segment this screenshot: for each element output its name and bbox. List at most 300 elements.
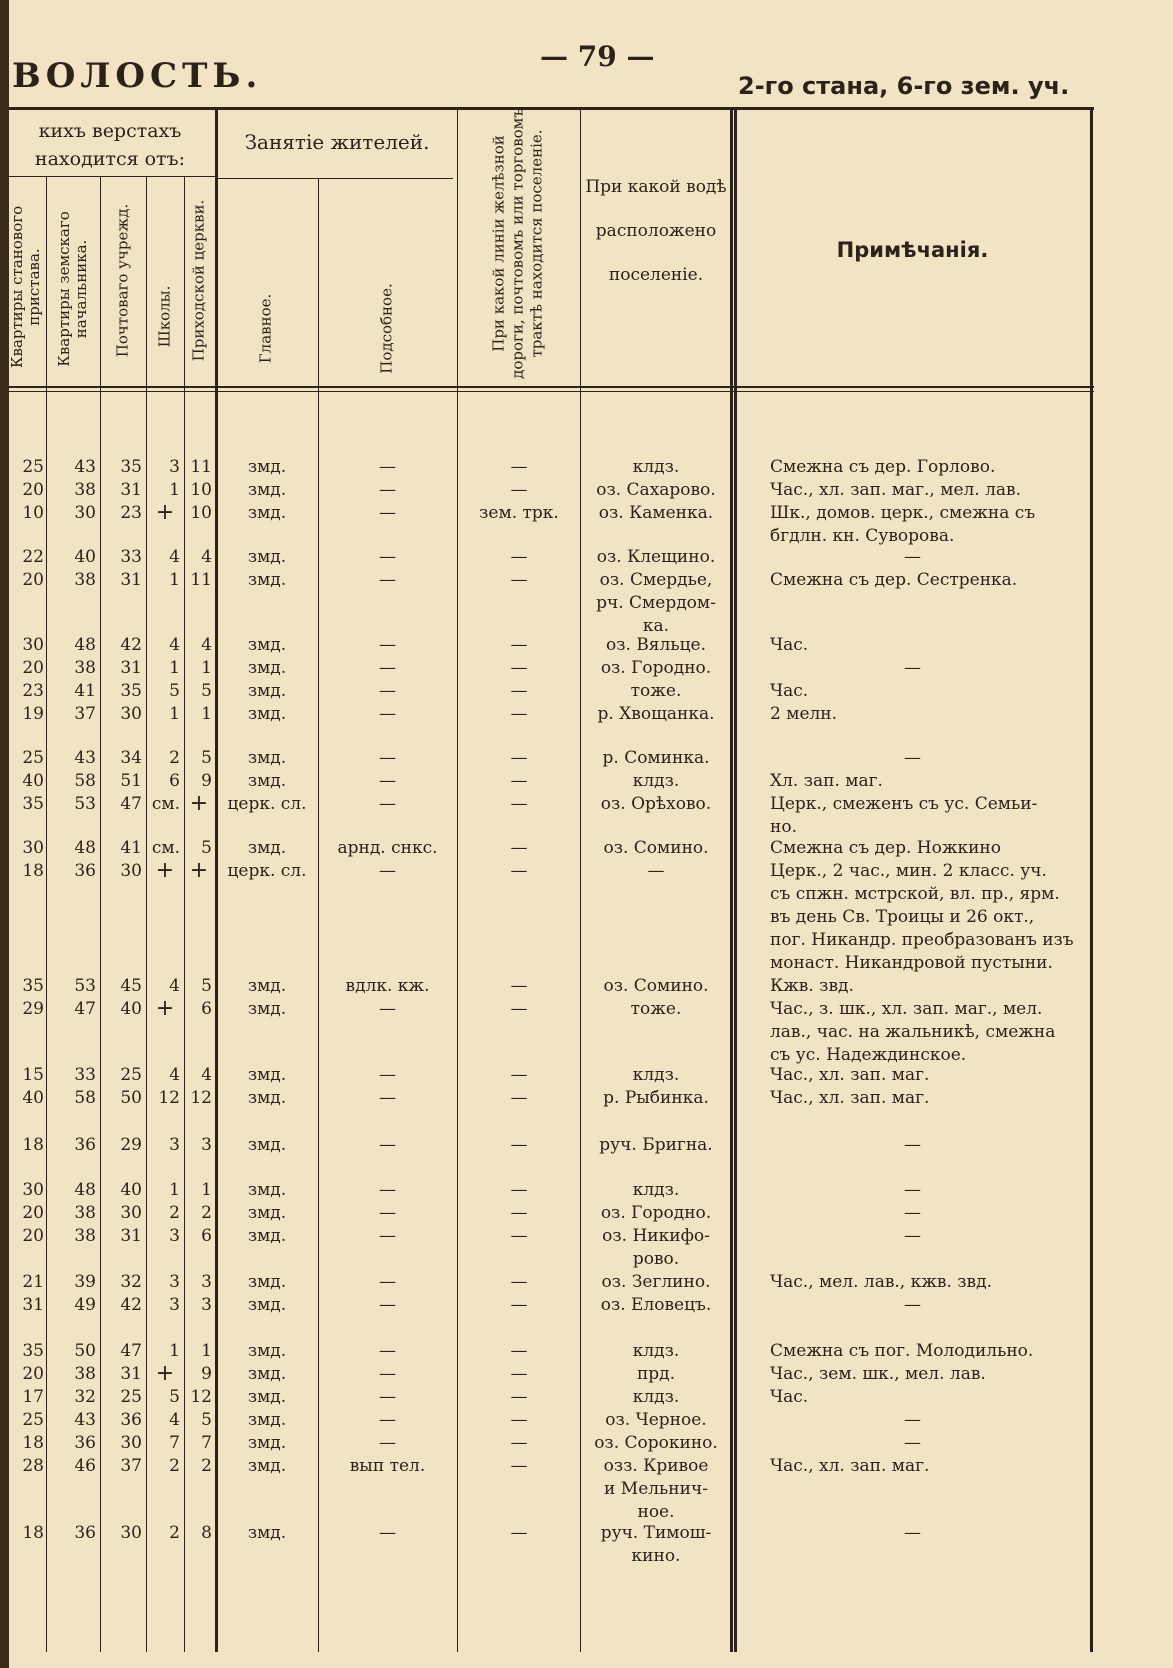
post-distance-cell: 30 [120, 704, 142, 724]
main-occupation-cell: змд. [247, 976, 287, 996]
aux-occupation-cell: — [379, 1364, 396, 1384]
column-divider [1090, 107, 1093, 1652]
aux-occupation-cell: — [379, 704, 396, 724]
water-cell: оз. Зеглино. [601, 1272, 711, 1292]
main-occupation-cell: змд. [247, 999, 287, 1019]
stanovoy-distance-cell: 20 [22, 658, 44, 678]
stanovoy-distance-cell: 30 [22, 635, 44, 655]
notes-cell: Хл. зап. маг. [770, 771, 883, 791]
road-cell: — [510, 635, 528, 655]
stanovoy-distance-cell: 35 [22, 1341, 44, 1361]
aux-occupation-cell: — [379, 1433, 396, 1453]
zemsky-distance-cell: 30 [74, 503, 96, 523]
water-cell: оз. Черное. [605, 1410, 707, 1430]
school-distance-cell: 4 [169, 635, 180, 655]
post-distance-cell: 47 [120, 794, 142, 814]
notes-cell: Церк., смеженъ съ ус. Семьи- [770, 794, 1038, 814]
aux-occupation-cell: — [379, 861, 396, 881]
notes-cell: Час. [770, 1387, 809, 1407]
stanovoy-distance-cell: 20 [22, 1364, 44, 1384]
notes-cell: Час., хл. зап. маг. [770, 1088, 930, 1108]
zemsky-distance-cell: 58 [74, 771, 96, 791]
zemsky-distance-cell: 39 [74, 1272, 96, 1292]
zemsky-distance-cell: 43 [74, 1410, 96, 1430]
aux-occupation-cell: — [379, 547, 396, 567]
water-cell: оз. Сахарово. [596, 480, 716, 500]
notes-cell: Час., з. шк., хл. зап. маг., мел. [770, 999, 1043, 1019]
church-distance-cell: 11 [190, 457, 212, 477]
notes-cell: — [904, 658, 921, 678]
zemsky-distance-cell: 47 [74, 999, 96, 1019]
aux-occupation-cell: — [379, 1341, 396, 1361]
stanovoy-distance-cell: 29 [22, 999, 44, 1019]
stanovoy-distance-cell: 10 [22, 503, 44, 523]
road-cell: — [510, 1272, 528, 1292]
main-occupation-cell: змд. [247, 1272, 287, 1292]
school-distance-cell: 5 [169, 681, 180, 701]
notes-cell: съ ус. Надеждинское. [770, 1045, 967, 1065]
page-header-title: ВОЛОСТЬ. [12, 56, 263, 96]
post-distance-cell: 31 [120, 480, 142, 500]
main-occupation-cell: змд. [247, 1341, 287, 1361]
aux-occupation-cell: — [379, 635, 396, 655]
water-cell: оз. Никифо- [602, 1226, 710, 1246]
water-cell: клдз. [632, 1180, 680, 1200]
stanovoy-distance-cell: 28 [22, 1456, 44, 1476]
road-cell: — [510, 457, 528, 477]
stanovoy-distance-cell: 22 [22, 547, 44, 567]
church-distance-cell: 9 [201, 771, 212, 791]
water-header: При какой водѣ расположено поселеніе. [585, 177, 727, 285]
zemsky-header: Квартиры земскаго начальника. [55, 211, 90, 367]
stanovoy-distance-cell: 18 [22, 1433, 44, 1453]
notes-cell: Кжв. звд. [770, 976, 854, 996]
aux-occupation-cell: — [379, 1180, 396, 1200]
school-distance-cell: 7 [169, 1433, 180, 1453]
main-occupation-cell: церк. сл. [227, 861, 307, 881]
main-occupation-cell: змд. [247, 748, 287, 768]
post-distance-cell: 30 [120, 861, 142, 881]
post-distance-cell: 50 [120, 1088, 142, 1108]
water-cell: и Мельнич- [604, 1479, 708, 1499]
zemsky-distance-cell: 48 [74, 635, 96, 655]
main-occupation-header: Главное. [256, 293, 275, 364]
main-occupation-cell: змд. [247, 1065, 287, 1085]
main-occupation-cell: змд. [247, 1180, 287, 1200]
water-cell: клдз. [632, 1065, 680, 1085]
zemsky-distance-cell: 38 [74, 658, 96, 678]
church-distance-cell: 2 [201, 1203, 212, 1223]
road-cell: — [510, 704, 528, 724]
notes-cell: — [904, 1295, 921, 1315]
notes-cell: — [904, 1226, 921, 1246]
main-occupation-cell: змд. [247, 547, 287, 567]
church-distance-cell: 5 [201, 748, 212, 768]
notes-cell: Смежна съ дер. Горлово. [770, 457, 996, 477]
road-cell: — [510, 838, 528, 858]
zemsky-distance-cell: 38 [74, 570, 96, 590]
post-distance-cell: 23 [120, 503, 142, 523]
main-occupation-cell: змд. [247, 838, 287, 858]
road-cell: — [510, 658, 528, 678]
church-distance-cell: 1 [201, 1180, 212, 1200]
water-cell: руч. Бригна. [599, 1135, 713, 1155]
zemsky-distance-cell: 32 [74, 1387, 96, 1407]
water-cell: рч. Смердом- [596, 593, 716, 613]
notes-cell: Час., зем. шк., мел. лав. [770, 1364, 986, 1384]
stanovoy-distance-cell: 18 [22, 1135, 44, 1155]
stanovoy-distance-cell: 18 [22, 1523, 44, 1543]
zemsky-distance-cell: 38 [74, 1226, 96, 1246]
church-distance-cell: 11 [190, 570, 212, 590]
road-cell: — [510, 681, 528, 701]
page-header-district: 2-го стана, 6-го зем. уч. [738, 72, 1070, 100]
zemsky-distance-cell: 49 [74, 1295, 96, 1315]
school-distance-cell: 4 [169, 547, 180, 567]
notes-cell: Смежна съ дер. Ножкино [770, 838, 1001, 858]
stanovoy-distance-cell: 20 [22, 1226, 44, 1246]
aux-occupation-cell: — [379, 794, 396, 814]
main-occupation-cell: церк. сл. [227, 794, 307, 814]
stanovoy-distance-cell: 40 [22, 771, 44, 791]
zemsky-distance-cell: 46 [74, 1456, 96, 1476]
post-header: Почтоваго учрежд. [113, 203, 132, 358]
occupation-group-header: Занятіе жителей. [244, 130, 430, 154]
stanovoy-distance-cell: 23 [22, 681, 44, 701]
school-distance-cell: 1 [169, 658, 180, 678]
church-distance-cell: 5 [201, 1410, 212, 1430]
school-distance-cell: 2 [169, 1456, 180, 1476]
post-distance-cell: 30 [120, 1523, 142, 1543]
aux-occupation-cell: — [379, 681, 396, 701]
church-distance-cell: 3 [201, 1295, 212, 1315]
notes-cell: съ спжн. мстрской, вл. пр., ярм. [770, 884, 1060, 904]
post-distance-cell: 35 [120, 457, 142, 477]
aux-occupation-cell: — [379, 1065, 396, 1085]
aux-occupation-cell: — [379, 1523, 396, 1543]
notes-cell: въ день Св. Троицы и 26 окт., [770, 907, 1035, 927]
zemsky-distance-cell: 41 [74, 681, 96, 701]
zemsky-distance-cell: 38 [74, 1203, 96, 1223]
road-cell: — [510, 976, 528, 996]
post-distance-cell: 31 [120, 570, 142, 590]
church-distance-cell: 12 [190, 1387, 212, 1407]
post-distance-cell: 42 [120, 635, 142, 655]
aux-occupation-cell: вдлк. кж. [345, 976, 430, 996]
church-distance-cell: 7 [201, 1433, 212, 1453]
main-occupation-cell: змд. [247, 1433, 287, 1453]
water-cell: оз. Городно. [600, 658, 712, 678]
church-distance-cell: 6 [201, 999, 212, 1019]
water-cell: клдз. [632, 1341, 680, 1361]
road-cell: — [510, 1410, 528, 1430]
church-distance-cell: 2 [201, 1456, 212, 1476]
school-distance-cell: 6 [169, 771, 180, 791]
school-distance-cell: 2 [169, 1523, 180, 1543]
school-distance-cell: 3 [169, 1135, 180, 1155]
road-cell: — [510, 771, 528, 791]
zemsky-distance-cell: 36 [74, 861, 96, 881]
water-cell: прд. [636, 1364, 676, 1384]
notes-cell: Час. [770, 635, 809, 655]
water-cell: клдз. [632, 457, 680, 477]
school-distance-cell: + [155, 500, 175, 525]
stanovoy-distance-cell: 21 [22, 1272, 44, 1292]
stanovoy-distance-cell: 35 [22, 976, 44, 996]
aux-occupation-cell: арнд. снкс. [337, 838, 438, 858]
school-distance-cell: 5 [169, 1387, 180, 1407]
notes-cell: Шк., домов. церк., смежна съ [770, 503, 1036, 523]
water-cell: оз. Орѣхово. [600, 794, 712, 814]
stanovoy-header: Квартиры станового пристава. [8, 205, 43, 369]
stanovoy-distance-cell: 25 [22, 457, 44, 477]
church-distance-cell: + [189, 858, 209, 883]
notes-cell: Час., хл. зап. маг. [770, 1456, 930, 1476]
post-distance-cell: 40 [120, 999, 142, 1019]
main-occupation-cell: змд. [247, 658, 287, 678]
notes-cell: Смежна съ пог. Молодильно. [770, 1341, 1034, 1361]
road-cell: — [510, 570, 528, 590]
main-occupation-cell: змд. [247, 1226, 287, 1246]
school-distance-cell: 4 [169, 976, 180, 996]
school-distance-cell: 3 [169, 1226, 180, 1246]
stanovoy-distance-cell: 35 [22, 794, 44, 814]
aux-occupation-cell: — [379, 999, 396, 1019]
main-occupation-cell: змд. [247, 1364, 287, 1384]
water-cell: — [647, 861, 665, 881]
notes-cell: Час., хл. зап. маг. [770, 1065, 930, 1085]
main-occupation-cell: змд. [247, 1295, 287, 1315]
road-cell: — [510, 480, 528, 500]
zemsky-distance-cell: 36 [74, 1523, 96, 1543]
main-occupation-cell: змд. [247, 457, 287, 477]
header-bottom-rule-2 [9, 391, 1094, 392]
water-cell: р. Хвощанка. [597, 704, 715, 724]
main-occupation-cell: змд. [247, 1203, 287, 1223]
road-cell: — [510, 1295, 528, 1315]
water-cell: клдз. [632, 771, 680, 791]
aux-occupation-cell: — [379, 1272, 396, 1292]
road-cell: — [510, 1088, 528, 1108]
church-distance-cell: 4 [201, 635, 212, 655]
post-distance-cell: 30 [120, 1433, 142, 1453]
post-distance-cell: 30 [120, 1203, 142, 1223]
water-cell: озз. Кривое [603, 1456, 709, 1476]
water-cell: оз. Городно. [600, 1203, 712, 1223]
notes-cell: — [904, 1203, 921, 1223]
column-divider [318, 178, 319, 1652]
aux-occupation-cell: вып тел. [349, 1456, 426, 1476]
water-cell: ка. [642, 616, 670, 636]
notes-cell: Смежна съ дер. Сестренка. [770, 570, 1018, 590]
main-occupation-cell: змд. [247, 681, 287, 701]
school-header: Школы. [155, 285, 174, 348]
stanovoy-distance-cell: 20 [22, 1203, 44, 1223]
stanovoy-distance-cell: 40 [22, 1088, 44, 1108]
school-distance-cell: 1 [169, 570, 180, 590]
zemsky-distance-cell: 40 [74, 547, 96, 567]
road-cell: — [510, 1135, 528, 1155]
water-cell: руч. Тимош- [600, 1523, 712, 1543]
road-cell: — [510, 1456, 528, 1476]
school-distance-cell: 3 [169, 457, 180, 477]
zemsky-distance-cell: 53 [74, 794, 96, 814]
school-distance-cell: 1 [169, 704, 180, 724]
notes-cell: — [904, 748, 921, 768]
notes-cell: бгдлн. кн. Суворова. [770, 526, 955, 546]
stanovoy-distance-cell: 15 [22, 1065, 44, 1085]
notes-cell: 2 мелн. [770, 704, 838, 724]
zemsky-distance-cell: 36 [74, 1135, 96, 1155]
church-distance-cell: 10 [190, 503, 212, 523]
notes-cell: Час., хл. зап. маг., мел. лав. [770, 480, 1022, 500]
zemsky-distance-cell: 48 [74, 838, 96, 858]
stanovoy-distance-cell: 25 [22, 748, 44, 768]
main-occupation-cell: змд. [247, 1410, 287, 1430]
post-distance-cell: 31 [120, 1226, 142, 1246]
post-distance-cell: 35 [120, 681, 142, 701]
post-distance-cell: 25 [120, 1387, 142, 1407]
occupation-group-rule [218, 178, 453, 179]
road-cell: — [510, 1065, 528, 1085]
aux-occupation-cell: — [379, 748, 396, 768]
road-cell: — [510, 794, 528, 814]
notes-cell: но. [770, 817, 797, 837]
notes-cell: — [904, 1135, 921, 1155]
road-cell: — [510, 1180, 528, 1200]
school-distance-cell: см. [151, 838, 180, 858]
post-distance-cell: 25 [120, 1065, 142, 1085]
water-cell: клдз. [632, 1387, 680, 1407]
water-cell: оз. Сомино. [603, 838, 709, 858]
church-distance-cell: 12 [190, 1088, 212, 1108]
aux-occupation-cell: — [379, 1387, 396, 1407]
stanovoy-distance-cell: 31 [22, 1295, 44, 1315]
aux-occupation-cell: — [379, 771, 396, 791]
church-distance-cell: 5 [201, 976, 212, 996]
water-cell: оз. Каменка. [598, 503, 714, 523]
church-distance-cell: 3 [201, 1272, 212, 1292]
column-divider [457, 107, 458, 1652]
main-occupation-cell: змд. [247, 704, 287, 724]
water-cell: оз. Сорокино. [594, 1433, 718, 1453]
water-cell: оз. Сомино. [603, 976, 709, 996]
post-distance-cell: 31 [120, 1364, 142, 1384]
water-cell: оз. Еловецъ. [600, 1295, 712, 1315]
aux-occupation-cell: — [379, 457, 396, 477]
stanovoy-distance-cell: 30 [22, 838, 44, 858]
stanovoy-distance-cell: 20 [22, 570, 44, 590]
zemsky-distance-cell: 53 [74, 976, 96, 996]
road-cell: — [510, 1523, 528, 1543]
zemsky-distance-cell: 50 [74, 1341, 96, 1361]
notes-cell: Час. [770, 681, 809, 701]
aux-occupation-cell: — [379, 1410, 396, 1430]
aux-occupation-cell: — [379, 1135, 396, 1155]
water-cell: оз. Вяльце. [606, 635, 706, 655]
aux-occupation-cell: — [379, 1203, 396, 1223]
church-distance-cell: 9 [201, 1364, 212, 1384]
school-distance-cell: 4 [169, 1065, 180, 1085]
stanovoy-distance-cell: 17 [22, 1387, 44, 1407]
school-distance-cell: 3 [169, 1272, 180, 1292]
main-occupation-cell: змд. [247, 1523, 287, 1543]
aux-occupation-cell: — [379, 570, 396, 590]
water-cell: тоже. [630, 681, 682, 701]
column-divider [730, 107, 733, 1652]
post-distance-cell: 41 [120, 838, 142, 858]
aux-occupation-cell: — [379, 1226, 396, 1246]
zemsky-distance-cell: 38 [74, 480, 96, 500]
notes-cell: — [904, 1433, 921, 1453]
column-divider [580, 107, 581, 1652]
post-distance-cell: 31 [120, 658, 142, 678]
zemsky-distance-cell: 38 [74, 1364, 96, 1384]
zemsky-distance-cell: 43 [74, 457, 96, 477]
road-cell: — [510, 748, 528, 768]
road-cell: — [510, 861, 528, 881]
zemsky-distance-cell: 33 [74, 1065, 96, 1085]
notes-cell: — [904, 547, 921, 567]
church-distance-cell: 1 [201, 658, 212, 678]
school-distance-cell: + [155, 1361, 175, 1386]
notes-cell: Час., мел. лав., кжв. звд. [770, 1272, 992, 1292]
road-cell: — [510, 547, 528, 567]
school-distance-cell: 4 [169, 1410, 180, 1430]
main-occupation-cell: змд. [247, 1088, 287, 1108]
road-header: При какой линіи желѣзной дороги, почтовомъ или торговомъ трактѣ находится поселеніе. [489, 108, 546, 379]
post-distance-cell: 36 [120, 1410, 142, 1430]
header-bottom-rule [9, 386, 1094, 388]
road-cell: зем. трк. [479, 503, 559, 523]
water-cell: р. Рыбинка. [603, 1088, 709, 1108]
post-distance-cell: 37 [120, 1456, 142, 1476]
distance-group-header: кихъ верстахъ [38, 120, 182, 142]
water-cell: тоже. [630, 999, 682, 1019]
main-occupation-cell: змд. [247, 1387, 287, 1407]
stanovoy-distance-cell: 19 [22, 704, 44, 724]
stanovoy-distance-cell: 30 [22, 1180, 44, 1200]
school-distance-cell: + [155, 996, 175, 1021]
post-distance-cell: 29 [120, 1135, 142, 1155]
notes-cell: пог. Никандр. преобразованъ изъ [770, 930, 1074, 950]
column-divider [734, 107, 737, 1652]
main-occupation-cell: змд. [247, 771, 287, 791]
post-distance-cell: 32 [120, 1272, 142, 1292]
post-distance-cell: 47 [120, 1341, 142, 1361]
church-distance-cell: 3 [201, 1135, 212, 1155]
aux-occupation-cell: — [379, 480, 396, 500]
church-distance-cell: 1 [201, 1341, 212, 1361]
church-distance-cell: + [189, 791, 209, 816]
zemsky-distance-cell: 58 [74, 1088, 96, 1108]
main-occupation-cell: змд. [247, 570, 287, 590]
school-distance-cell: 12 [158, 1088, 180, 1108]
zemsky-distance-cell: 43 [74, 748, 96, 768]
school-distance-cell: + [155, 858, 175, 883]
notes-cell: Церк., 2 час., мин. 2 класс. уч. [770, 861, 1047, 881]
main-occupation-cell: змд. [247, 503, 287, 523]
post-distance-cell: 42 [120, 1295, 142, 1315]
road-cell: — [510, 1364, 528, 1384]
aux-occupation-cell: — [379, 1295, 396, 1315]
aux-occupation-cell: — [379, 658, 396, 678]
school-distance-cell: 1 [169, 480, 180, 500]
stanovoy-distance-cell: 25 [22, 1410, 44, 1430]
notes-cell: монаст. Никандровой пустыни. [770, 953, 1053, 973]
water-cell: оз. Смердье, [599, 570, 713, 590]
aux-occupation-cell: — [379, 503, 396, 523]
